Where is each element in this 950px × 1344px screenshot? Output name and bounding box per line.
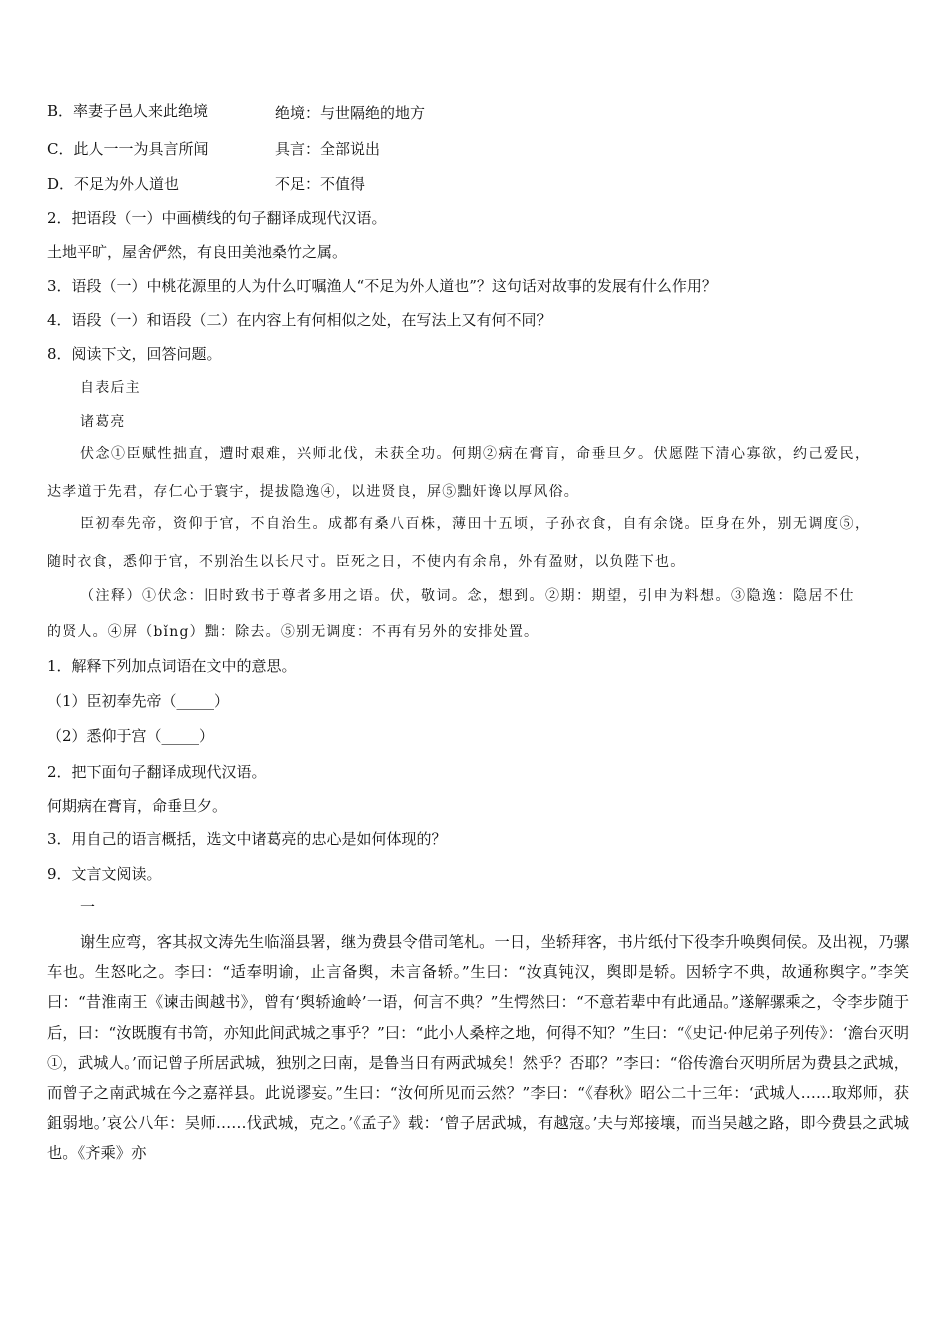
question-explain-words: 1．解释下列加点词语在文中的意思。	[47, 657, 297, 675]
option-b-text: B．率妻子邑人来此绝境	[47, 102, 209, 120]
reading-passage-text: 谢生应弯，客其叔文涛先生临淄县署，继为费县令借司笔札。一日，坐轿拜客，书片纸付下役李升唤舆伺侯。及出视，乃骡车也。生怒叱之。李曰：“适奉明谕，止言备舆，未言备轿。”生曰：“汝真钝汉，舆即是轿。因轿字不典，故通称舆字。”李笑曰：“昔淮南王《谏击闽越书》，曾有‘舆轿逾岭’一语，何言不典？”生愕然曰：“不意若辈中有此通品。”遂解骡乘之，令李步随于后，曰：“汝既腹有书笥，亦知此间武城之事乎？”曰：“此小人桑梓之地，何得不知？”生曰：“《史记·仲尼弟子列传》：‘澹台灭明①，武城人。’而记曾子所居武城，独别之曰南，是鲁当日有两武城矣！然乎？否耶？”李曰：“俗传澹台灭明所居为费县之武城，而曾子之南武城在今之嘉祥县。此说谬妄。”生曰：“汝何所见而云然？”李曰：“《春秋》昭公二十三年：‘武城人……取郑师，获鉏弱地。’哀公八年：吴师……伐武城，克之。’《孟子》载：‘曾子居武城，有越寇。’夫与郑接壤，而当吴越之路，即今费县之武城也。《齐乘》亦	[47, 933, 909, 1163]
passage-notes-line2: 的贤人。④屏（bǐng）黜：除去。⑤别无调度：不再有另外的安排处置。	[47, 624, 540, 640]
option-d-gloss: 不足：不值得	[275, 175, 366, 193]
sentence-to-translate-2: 何期病在膏肓，命垂旦夕。	[47, 797, 228, 815]
passage-p1-line1: 伏念①臣赋性拙直，遭时艰难，兴师北伐，未获全功。何期②病在膏肓，命垂旦夕。伏愿陛下清心寡欲，约己爱民，	[80, 446, 871, 462]
question-loyalty: 3．用自己的语言概括，选文中诸葛亮的忠心是如何体现的？	[47, 830, 447, 848]
question-explain-word-1: （1）臣初奉先帝（_____）	[47, 692, 230, 710]
option-c-text: C．此人一一为具言所闻	[47, 140, 209, 158]
option-c-gloss: 具言：全部说出	[275, 140, 381, 158]
passage-author: 诸葛亮	[80, 414, 126, 430]
question-translate-1: 2．把语段（一）中画横线的句子翻译成现代汉语。	[47, 209, 387, 227]
reading-passage	[47, 927, 909, 1169]
passage-title: 自表后主	[80, 380, 141, 396]
question-9-heading: 9．文言文阅读。	[47, 865, 162, 883]
sentence-to-translate-1: 土地平旷，屋舍俨然，有良田美池桑竹之属。	[47, 243, 348, 261]
option-b-gloss: 绝境：与世隔绝的地方	[275, 104, 426, 122]
section-label: 一	[80, 898, 96, 916]
passage-p2-line2: 随时衣食，悉仰于官，不别治生以长尺寸。臣死之日，不使内有余帛，外有盈财，以负陛下也。	[47, 554, 686, 570]
question-explain-word-2: （2）悉仰于宫（_____）	[47, 727, 215, 745]
question-compare: 4．语段（一）和语段（二）在内容上有何相似之处，在写法上又有何不同？	[47, 311, 552, 329]
question-translate-2: 2．把下面句子翻译成现代汉语。	[47, 763, 267, 781]
question-why-warn: 3．语段（一）中桃花源里的人为什么叮嘱渔人“不足为外人道也”？这句话对故事的发展有什么作用？	[47, 277, 717, 295]
question-8-heading: 8．阅读下文，回答问题。	[47, 345, 222, 363]
passage-p2-line1: 臣初奉先帝，资仰于官，不自治生。成都有桑八百株，薄田十五顷，子孙衣食，自有余饶。臣身在外，别无调度⑤，	[80, 516, 871, 532]
passage-p1-line2: 达孝道于先君，存仁心于寰宇，提拔隐逸④，以进贤良，屏⑤黜奸谗以厚风俗。	[47, 484, 579, 500]
option-d-text: D．不足为外人道也	[47, 175, 180, 193]
passage-notes-line1: （注释）①伏念：旧时致书于尊者多用之语。伏，敬词。念，想到。②期：期望，引申为料想。③隐逸：隐居不仕	[80, 588, 855, 604]
